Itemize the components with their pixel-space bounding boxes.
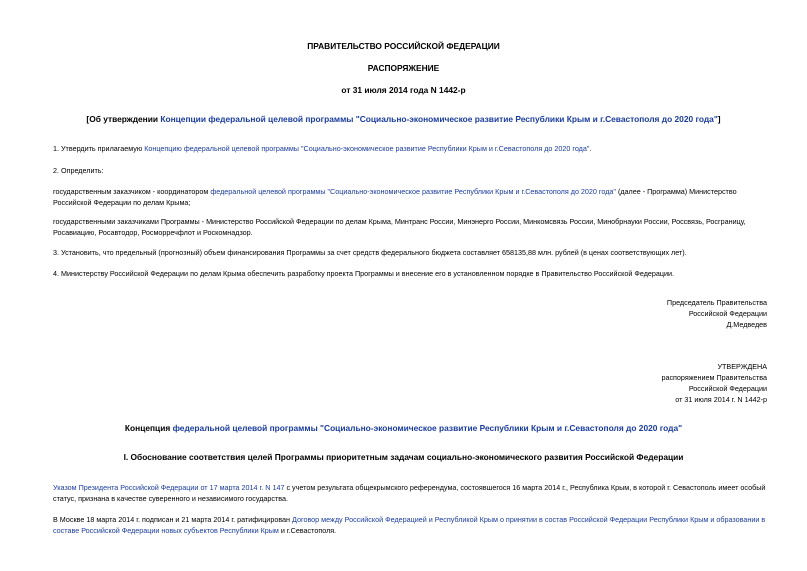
concept-title-link[interactable]: федеральной целевой программы "Социально-экономическое развитие Республики Крым и г.Севастополя до 2020 года" bbox=[172, 423, 683, 433]
document-type-heading: РАСПОРЯЖЕНИЕ bbox=[367, 63, 440, 73]
section-1-heading: I. Обоснование соответствия целей Программы приоритетным задачам социально-экономического развития Российской Федерации bbox=[123, 452, 684, 462]
concept-title bbox=[0, 423, 807, 433]
concept-para-2-text: В Москве 18 марта 2014 г. подписан и 21 марта 2014 г. ратифицирован bbox=[53, 515, 293, 524]
approval-block bbox=[661, 361, 767, 405]
concept-para-1-text: с учетом результата общекрымского референдума, состоявшегося 16 марта 2014 г., Республика Крым, в которой г. Севастополь имеет особый статус, признана в качестве суверенного и независимого государства. bbox=[53, 483, 766, 503]
item-1-text: 1. Утвердить прилагаемую bbox=[53, 144, 145, 153]
signature-line-2: Российской Федерации bbox=[688, 309, 767, 318]
concept-para-2 bbox=[53, 514, 771, 536]
item-4: 4. Министерству Российской Федерации по делам Крыма обеспечить разработку проекта Программы и внесение его в установленном порядке в Правительство Российской Федерации. bbox=[53, 269, 675, 278]
document-date-number: от 31 июля 2014 года N 1442-р bbox=[341, 85, 466, 95]
item-1-link[interactable]: Концепцию федеральной целевой программы "Социально-экономическое развитие Республики Крым и г.Севастополя до 2020 года" bbox=[144, 144, 590, 153]
approval-line-2: распоряжением Правительства bbox=[661, 373, 767, 382]
concept-para-2-end: и г.Севастополя. bbox=[278, 526, 337, 535]
item-1-end: . bbox=[589, 144, 592, 153]
item-3: 3. Установить, что предельный (прогнозный) объем финансирования Программы за счет средств федерального бюджета составляет 658135,88 млн. рублей (в ценах соответствующих лет). bbox=[53, 248, 687, 257]
document-title bbox=[0, 114, 807, 124]
item-2: 2. Определить: bbox=[53, 166, 104, 175]
approval-line-3: Российской Федерации bbox=[688, 384, 767, 393]
item-2a-text: государственным заказчиком - координатором bbox=[53, 187, 211, 196]
signature-name: Д.Медведев bbox=[726, 320, 767, 329]
concept-para-1 bbox=[53, 482, 771, 504]
approval-line-4: от 31 июля 2014 г. N 1442-р bbox=[675, 395, 767, 404]
decree-link[interactable]: Указом Президента Российской Федерации от 17 марта 2014 г. N 147 bbox=[53, 483, 285, 492]
government-heading: ПРАВИТЕЛЬСТВО РОССИЙСКОЙ ФЕДЕРАЦИИ bbox=[307, 41, 500, 51]
signature-line-1: Председатель Правительства bbox=[666, 298, 767, 307]
signature-block bbox=[667, 297, 767, 330]
item-2a-end: (далее - Программа) Министерство Российской Федерации по делам Крыма; bbox=[53, 187, 737, 207]
approval-line-1: УТВЕРЖДЕНА bbox=[717, 362, 767, 371]
treaty-link[interactable]: Договор между Российской Федерацией и Республикой Крым о принятии в состав Российской Федерации Республики Крым и образовании в составе Российской Федерации новых субъектов Республики Крым bbox=[53, 515, 766, 535]
title-close: ] bbox=[717, 114, 721, 124]
item-2a-link[interactable]: федеральной целевой программы "Социально-экономическое развитие Республики Крым и г.Севастополя до 2020 года" bbox=[210, 187, 616, 196]
item-2b: государственными заказчиками Программы - Министерство Российской Федерации по делам Крыма, Минтранс России, Минэнерго России, Минкомсвязь России, Минобрнауки России, Россвязь, Росграницу, Росавиацию, Росавтодор, Росморречфлот и Роскомнадзор. bbox=[53, 217, 746, 237]
title-link[interactable]: Концепции федеральной целевой программы "Социально-экономическое развитие Республики Крым и г.Севастополя до 2020 года" bbox=[160, 114, 718, 124]
title-open: [Об утверждении bbox=[86, 114, 161, 124]
concept-title-text: Концепция bbox=[124, 423, 173, 433]
item-2a bbox=[53, 186, 771, 208]
item-1 bbox=[53, 143, 771, 154]
